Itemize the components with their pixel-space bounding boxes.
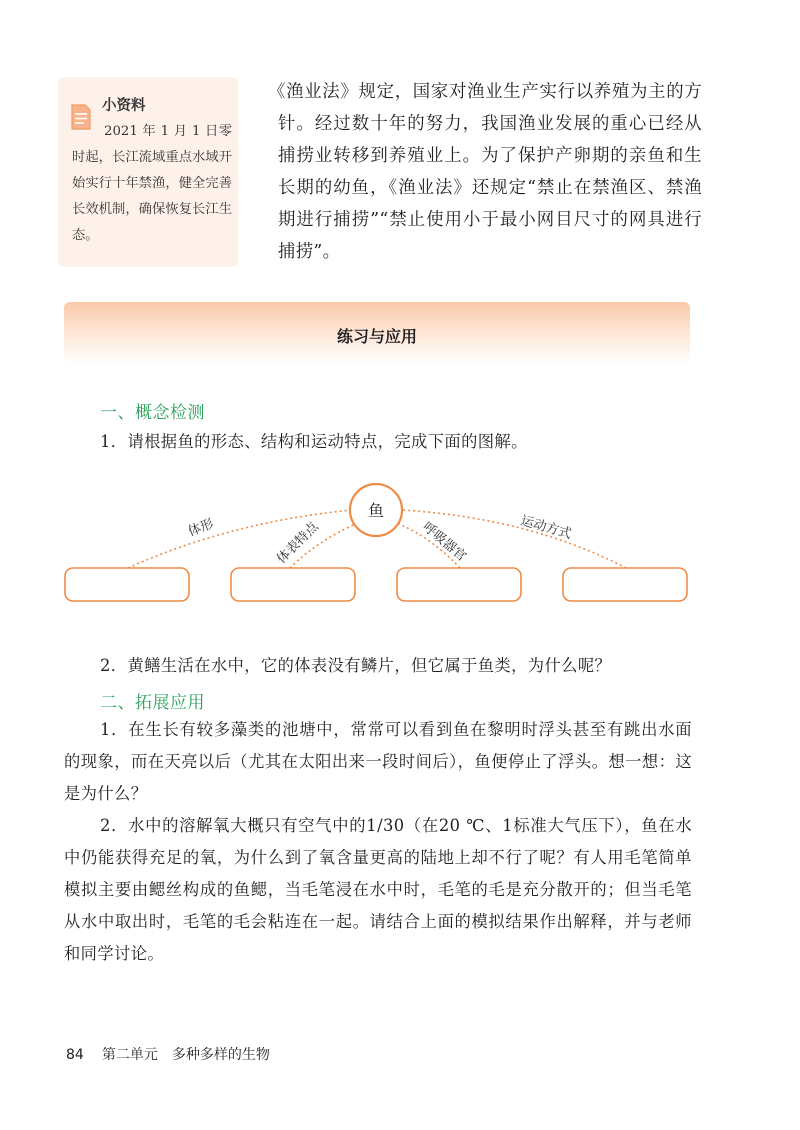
section1-question-2: 2．黄鳝生活在水中，它的体表没有鳞片，但它属于鱼类，为什么呢？ [100,656,612,675]
answer-box-movement [563,568,687,601]
center-node-label: 鱼 [367,501,385,520]
section1-heading: 一、概念检测 [100,403,205,423]
branch-label-body-shape: 体形 [186,516,216,540]
sidebar-title: 小资料 [102,98,146,114]
unit-title: 第二单元 多种多样的生物 [101,1047,270,1063]
branch-line-body-shape [128,510,352,568]
answer-box-body-surface [231,568,355,601]
answer-box-respiratory-organ [397,568,521,601]
answer-box-body-shape [65,568,189,601]
info-sidebar [58,77,238,267]
section1-question-1: 1．请根据鱼的形态、结构和运动特点，完成下面的图解。 [100,432,528,451]
banner-title: 练习与应用 [336,327,417,346]
section2-question-2: 2．水中的溶解氧大概只有空气中的1/30（在20 ℃、1标准大气压下），鱼在水中仍能获得充足的氧，为什么到了氧含量更高的陆地上却不行了呢？有人用毛笔简单模拟主要由鳃丝构成的鱼鳃，当毛笔浸在水中时，毛笔的毛是充分散开的；但当毛笔从水中取出时，毛笔的毛会粘连在一起。请结合上面的模拟结果作出解释，并与老师和同学讨论。 [64,816,692,963]
branch-label-body-surface: 体表特点 [274,519,322,567]
page-number: 84 [66,1047,84,1063]
sidebar-text: 2021 年 1 月 1 日零时起，长江流域重点水域开始实行十年禁渔，健全完善长效机制，确保恢复长江生态。 [72,124,232,243]
section2-heading: 二、拓展应用 [100,693,205,713]
intro-paragraph: 《渔业法》规定，国家对渔业生产实行以养殖为主的方针。经过数十年的努力，我国渔业发展的重心已经从捕捞业转移到养殖业上。为了保护产卵期的亲鱼和生长期的幼鱼，《渔业法》还规定“禁止在禁渔区、禁渔期进行捕捞”“禁止使用小于最小网目尺寸的网具进行捕捞”。 [268,82,702,262]
branch-label-movement: 运动方式 [518,513,574,543]
section2-question-1: 1．在生长有较多藻类的池塘中，常常可以看到鱼在黎明时浮头甚至有跳出水面的现象，而在天亮以后（尤其在太阳出来一段时间后），鱼便停止了浮头。想一想：这是为什么？ [64,720,692,803]
page-footer [66,1044,270,1064]
branch-label-respiratory-organ: 呼吸器官 [419,519,469,565]
fish-concept-diagram [0,470,800,620]
exercise-banner [64,302,690,364]
